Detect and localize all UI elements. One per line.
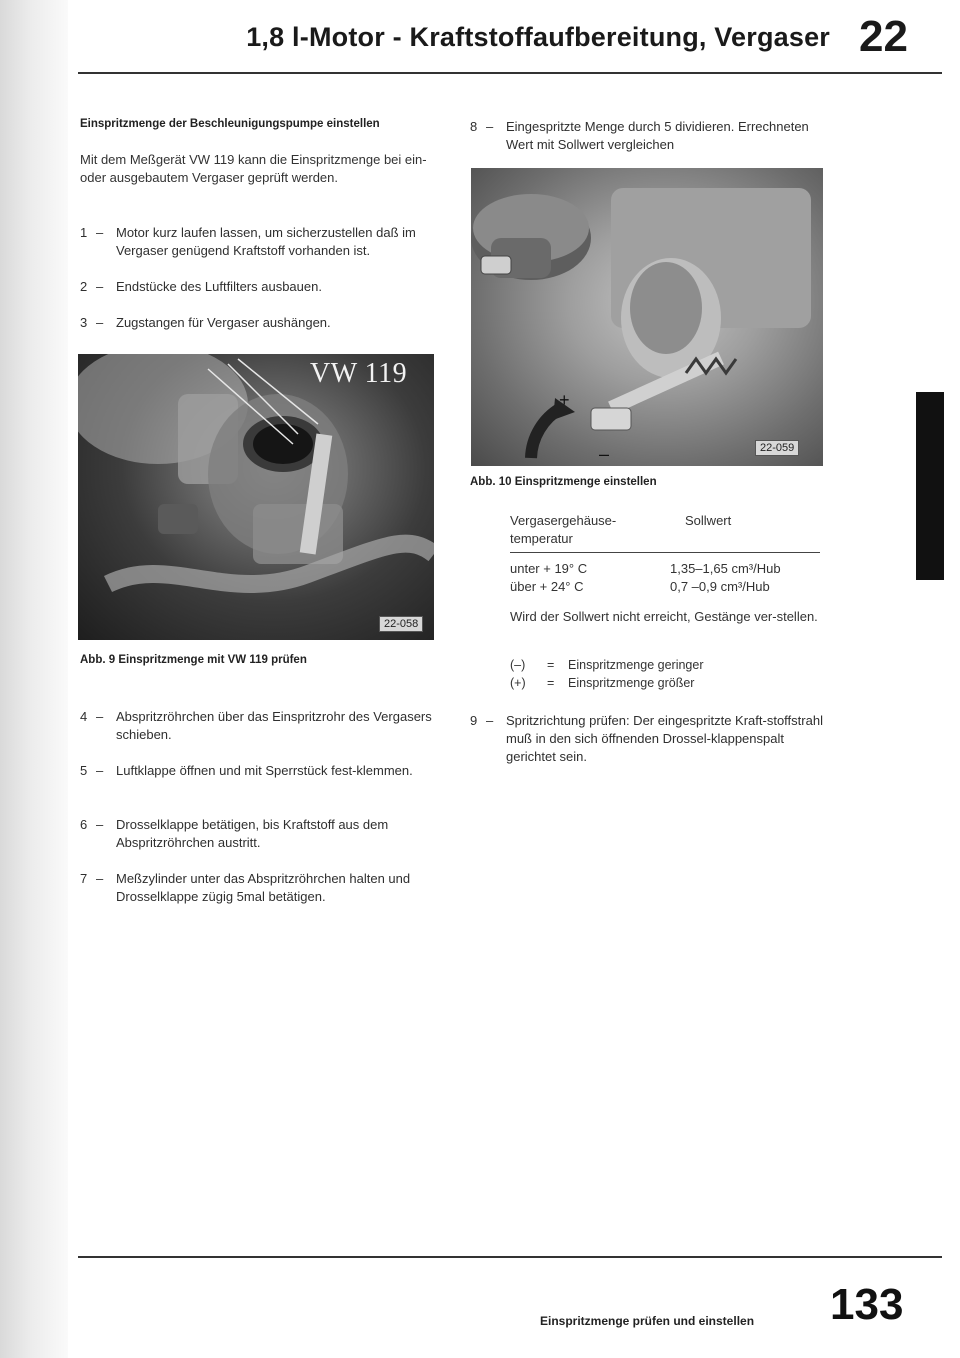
legend-equals: = <box>547 658 555 672</box>
figure-10-photo <box>471 168 823 466</box>
page-title: 1,8 l-Motor - Kraftstoffaufbereitung, Vergaser <box>246 22 830 52</box>
legend-text: Einspritzmenge geringer <box>568 658 704 672</box>
legend-equals: = <box>547 676 555 690</box>
step-number: 9 <box>470 713 478 728</box>
carburetor-adjustment-illustration <box>471 168 823 466</box>
step-number: 6 <box>80 817 88 832</box>
step-dash: – <box>96 315 104 330</box>
chapter-thumb-tab <box>916 392 944 580</box>
step-number: 2 <box>80 279 88 294</box>
step-dash: – <box>486 119 494 134</box>
table-cell: unter + 19° C <box>510 561 588 576</box>
step-text: Eingespritzte Menge durch 5 dividieren. Errechneten Wert mit Sollwert vergleichen <box>506 119 809 152</box>
header-rule <box>78 72 942 74</box>
step-number: 7 <box>80 871 88 886</box>
step-dash: – <box>96 817 104 832</box>
table-cell: 0,7 –0,9 cm³/Hub <box>670 579 770 594</box>
footer-section-title: Einspritzmenge prüfen und einstellen <box>540 1314 755 1328</box>
step-number: 1 <box>80 225 88 240</box>
step-text: Spritzrichtung prüfen: Der eingespritzte Kraft-stoffstrahl muß in den sich öffnenden Drossel-klappenspalt gerichtet sein. <box>506 713 823 764</box>
step-text: Abspritzröhrchen über das Einspritzrohr des Vergasers schieben. <box>116 709 432 742</box>
legend-symbol: (+) <box>510 676 526 690</box>
step-text: Luftklappe öffnen und mit Sperrstück fest-klemmen. <box>116 763 413 778</box>
page-scan-edge <box>0 0 68 1358</box>
tool-label-overlay: VW 119 <box>310 358 408 389</box>
figure-10-caption: Abb. 10 Einspritzmenge einstellen <box>470 476 657 488</box>
step-dash: – <box>96 279 104 294</box>
figure-9-photo <box>78 354 434 640</box>
figure-number-label: 22-059 <box>755 440 799 456</box>
table-cell: 1,35–1,65 cm³/Hub <box>670 561 781 576</box>
step-dash: – <box>96 225 104 240</box>
step-dash: – <box>486 713 494 728</box>
step-text: Meßzylinder unter das Abspritzröhrchen halten und Drosselklappe zügig 5mal betätigen. <box>116 871 411 904</box>
legend-symbol: (–) <box>510 658 526 672</box>
chapter-number: 22 <box>859 12 908 61</box>
minus-marker: – <box>599 444 610 464</box>
table-cell: über + 24° C <box>510 579 584 594</box>
intro-paragraph: Mit dem Meßgerät VW 119 kann die Einspritzmenge bei ein- oder ausgebautem Vergaser geprüft werden. <box>80 152 427 185</box>
step-text: Zugstangen für Vergaser aushängen. <box>116 315 331 330</box>
figure-number-label: 22-058 <box>379 616 423 632</box>
step-text: Endstücke des Luftfilters ausbauen. <box>116 279 322 294</box>
adjustment-note: Wird der Sollwert nicht erreicht, Gestänge ver-stellen. <box>510 609 818 624</box>
step-text: Motor kurz laufen lassen, um sicherzustellen daß im Vergaser genügend Kraftstoff vorhanden ist. <box>116 225 416 258</box>
step-number: 4 <box>80 709 88 724</box>
step-text: Drosselklappe betätigen, bis Kraftstoff aus dem Abspritzröhrchen austritt. <box>116 817 389 850</box>
step-dash: – <box>96 709 104 724</box>
page-number: 133 <box>830 1280 904 1329</box>
step-number: 3 <box>80 315 88 330</box>
step-number: 8 <box>470 119 478 134</box>
step-number: 5 <box>80 763 88 778</box>
table-header-temperature: Vergasergehäuse- temperatur <box>510 513 617 546</box>
legend-text: Einspritzmenge größer <box>568 676 695 690</box>
plus-marker: + <box>559 390 570 410</box>
step-dash: – <box>96 763 104 778</box>
table-header-rule <box>510 552 820 553</box>
table-header-sollwert: Sollwert <box>685 513 732 528</box>
carburetor-photo-illustration <box>78 354 434 640</box>
footer-rule <box>78 1256 942 1258</box>
section-heading: Einspritzmenge der Beschleunigungspumpe einstellen <box>80 118 380 130</box>
step-dash: – <box>96 871 104 886</box>
figure-9-caption: Abb. 9 Einspritzmenge mit VW 119 prüfen <box>80 654 307 666</box>
